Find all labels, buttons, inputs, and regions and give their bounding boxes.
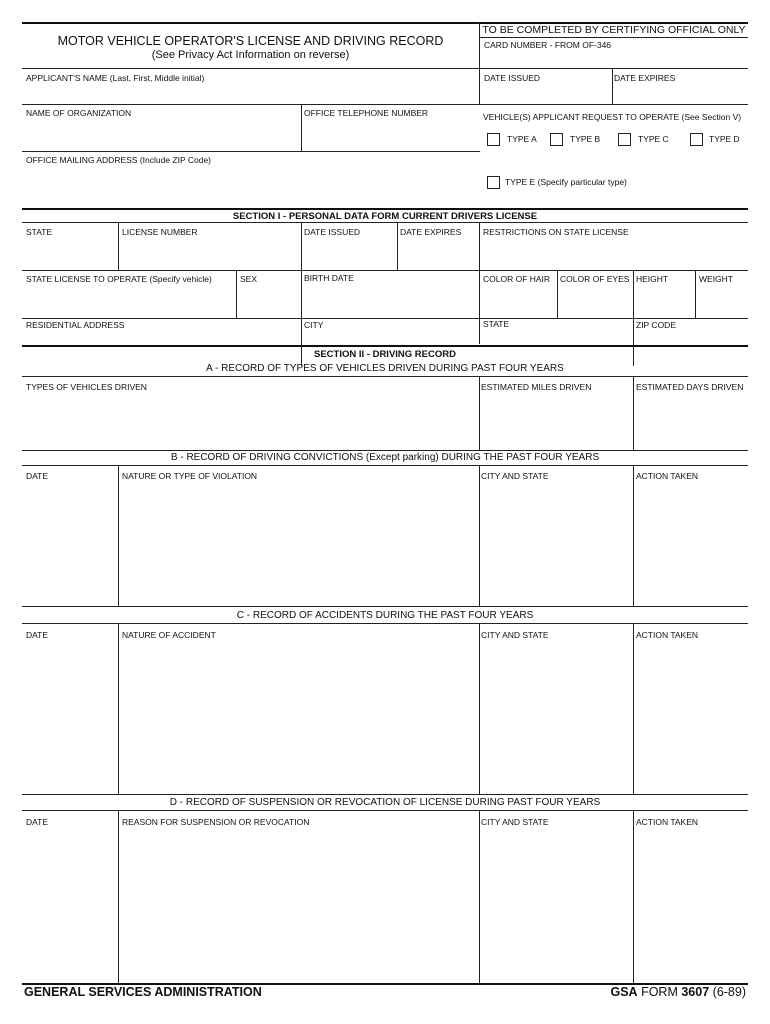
- sex-field[interactable]: [240, 286, 297, 314]
- state-license-field[interactable]: [26, 286, 232, 314]
- record-a-title: A - RECORD OF TYPES OF VEHICLES DRIVEN DURING PAST FOUR YEARS: [206, 363, 564, 374]
- accident-date-field[interactable]: [26, 643, 114, 791]
- days-driven-label: ESTIMATED DAYS DRIVEN: [636, 382, 744, 392]
- applicant-name-field[interactable]: [26, 84, 474, 102]
- type-d-label: TYPE D: [709, 134, 740, 144]
- organization-field[interactable]: [26, 120, 296, 148]
- birth-date-field[interactable]: [304, 286, 475, 314]
- zip-code-label: ZIP CODE: [636, 320, 676, 330]
- vehicles-request-label: VEHICLE(S) APPLICANT REQUEST TO OPERATE (See Section V): [483, 112, 742, 122]
- accident-nature-field[interactable]: [122, 643, 475, 791]
- accident-action-label: ACTION TAKEN: [636, 630, 699, 640]
- conviction-date-field[interactable]: [26, 484, 114, 602]
- accident-city-label: CITY AND STATE: [481, 630, 549, 640]
- weight-field[interactable]: [699, 286, 744, 314]
- vehicles-driven-field[interactable]: [26, 394, 475, 448]
- form-prefix: GSA: [610, 985, 638, 999]
- license-date-expires-field[interactable]: [400, 238, 475, 266]
- suspension-date-label: DATE: [26, 817, 49, 827]
- conviction-date-label: DATE: [26, 471, 49, 481]
- state-label: STATE: [26, 227, 53, 237]
- applicant-name-label: APPLICANT'S NAME (Last, First, Middle initial): [26, 73, 205, 83]
- type-c-label: TYPE C: [638, 134, 669, 144]
- restrictions-field[interactable]: [483, 238, 744, 266]
- miles-driven-field[interactable]: [482, 394, 629, 448]
- zip-code-field[interactable]: [636, 331, 744, 343]
- city-label: CITY: [304, 320, 324, 330]
- official-only-label: TO BE COMPLETED BY CERTIFYING OFFICIAL ONLY: [482, 24, 746, 36]
- state-license-label: STATE LICENSE TO OPERATE (Specify vehicle): [26, 274, 212, 284]
- sex-label: SEX: [240, 274, 258, 284]
- weight-label: WEIGHT: [699, 274, 733, 284]
- form-subtitle: (See Privacy Act Information on reverse): [151, 49, 350, 61]
- office-phone-field[interactable]: [304, 120, 474, 148]
- accident-date-label: DATE: [26, 630, 49, 640]
- suspension-action-label: ACTION TAKEN: [636, 817, 699, 827]
- card-date-issued-label: DATE ISSUED: [484, 73, 541, 83]
- form-number: [610, 985, 746, 999]
- height-label: HEIGHT: [636, 274, 669, 284]
- violation-label: NATURE OR TYPE OF VIOLATION: [122, 471, 258, 481]
- suspension-city-label: CITY AND STATE: [481, 817, 549, 827]
- conviction-city-label: CITY AND STATE: [481, 471, 549, 481]
- birth-date-label: BIRTH DATE: [304, 273, 354, 283]
- license-date-expires-label: DATE EXPIRES: [400, 227, 462, 237]
- agency-name: GENERAL SERVICES ADMINISTRATION: [24, 985, 262, 999]
- form-word: FORM: [641, 985, 678, 999]
- violation-field[interactable]: [122, 484, 475, 602]
- type-b-label: TYPE B: [570, 134, 601, 144]
- days-driven-field[interactable]: [636, 394, 744, 448]
- office-phone-label: OFFICE TELEPHONE NUMBER: [304, 108, 429, 118]
- suspension-action-field[interactable]: [636, 830, 744, 980]
- type-e-label: TYPE E (Specify particular type): [505, 177, 627, 187]
- residential-address-field[interactable]: [26, 331, 296, 343]
- suspension-reason-field[interactable]: [122, 830, 475, 980]
- accident-nature-label: NATURE OF ACCIDENT: [122, 630, 216, 640]
- miles-driven-label: ESTIMATED MILES DRIVEN: [481, 382, 592, 392]
- residence-state-label: STATE: [483, 319, 510, 329]
- vehicles-driven-label: TYPES OF VEHICLES DRIVEN: [26, 382, 147, 392]
- section1-title: SECTION I - PERSONAL DATA FORM CURRENT DRIVERS LICENSE: [232, 211, 538, 222]
- city-field[interactable]: [304, 331, 475, 343]
- suspension-date-field[interactable]: [26, 830, 114, 980]
- type-d-checkbox[interactable]: [690, 133, 703, 146]
- organization-label: NAME OF ORGANIZATION: [26, 108, 132, 118]
- type-a-label: TYPE A: [507, 134, 537, 144]
- mailing-address-field[interactable]: [26, 167, 474, 203]
- license-number-field[interactable]: [122, 238, 297, 266]
- mailing-address-label: OFFICE MAILING ADDRESS (Include ZIP Code): [26, 155, 212, 165]
- record-c-title: C - RECORD OF ACCIDENTS DURING THE PAST FOUR YEARS: [236, 610, 534, 621]
- eye-color-label: COLOR OF EYES: [560, 274, 630, 284]
- record-d-title: D - RECORD OF SUSPENSION OR REVOCATION OF LICENSE DURING PAST FOUR YEARS: [169, 797, 601, 808]
- type-e-checkbox[interactable]: [487, 176, 500, 189]
- eye-color-field[interactable]: [560, 286, 629, 314]
- form-number-value: 3607: [681, 985, 710, 999]
- hair-color-label: COLOR OF HAIR: [483, 274, 551, 284]
- type-c-checkbox[interactable]: [618, 133, 631, 146]
- conviction-action-label: ACTION TAKEN: [636, 471, 699, 481]
- conviction-action-field[interactable]: [636, 484, 744, 602]
- restrictions-label: RESTRICTIONS ON STATE LICENSE: [483, 227, 629, 237]
- license-number-label: LICENSE NUMBER: [122, 227, 198, 237]
- section2-title: SECTION II - DRIVING RECORD: [314, 349, 456, 360]
- state-field[interactable]: [26, 238, 114, 266]
- hair-color-field[interactable]: [483, 286, 553, 314]
- residential-address-label: RESIDENTIAL ADDRESS: [26, 320, 125, 330]
- record-b-title: B - RECORD OF DRIVING CONVICTIONS (Except parking) DURING THE PAST FOUR YEARS: [170, 452, 600, 463]
- accident-city-field[interactable]: [482, 643, 629, 791]
- card-number-label: CARD NUMBER - FROM OF-346: [484, 40, 612, 50]
- card-date-expires-field[interactable]: [616, 84, 744, 102]
- type-a-checkbox[interactable]: [487, 133, 500, 146]
- form-title: MOTOR VEHICLE OPERATOR'S LICENSE AND DRIVING RECORD: [57, 34, 444, 48]
- license-date-issued-field[interactable]: [304, 238, 393, 266]
- residence-state-field[interactable]: [483, 331, 629, 343]
- card-date-issued-field[interactable]: [484, 84, 608, 102]
- card-number-field[interactable]: [484, 52, 744, 66]
- accident-action-field[interactable]: [636, 643, 744, 791]
- conviction-city-field[interactable]: [482, 484, 629, 602]
- form-revision-date: (6-89): [712, 985, 746, 999]
- license-date-issued-label: DATE ISSUED: [304, 227, 361, 237]
- type-b-checkbox[interactable]: [550, 133, 563, 146]
- suspension-reason-label: REASON FOR SUSPENSION OR REVOCATION: [122, 817, 310, 827]
- height-field[interactable]: [636, 286, 691, 314]
- suspension-city-field[interactable]: [482, 830, 629, 980]
- card-date-expires-label: DATE EXPIRES: [614, 73, 676, 83]
